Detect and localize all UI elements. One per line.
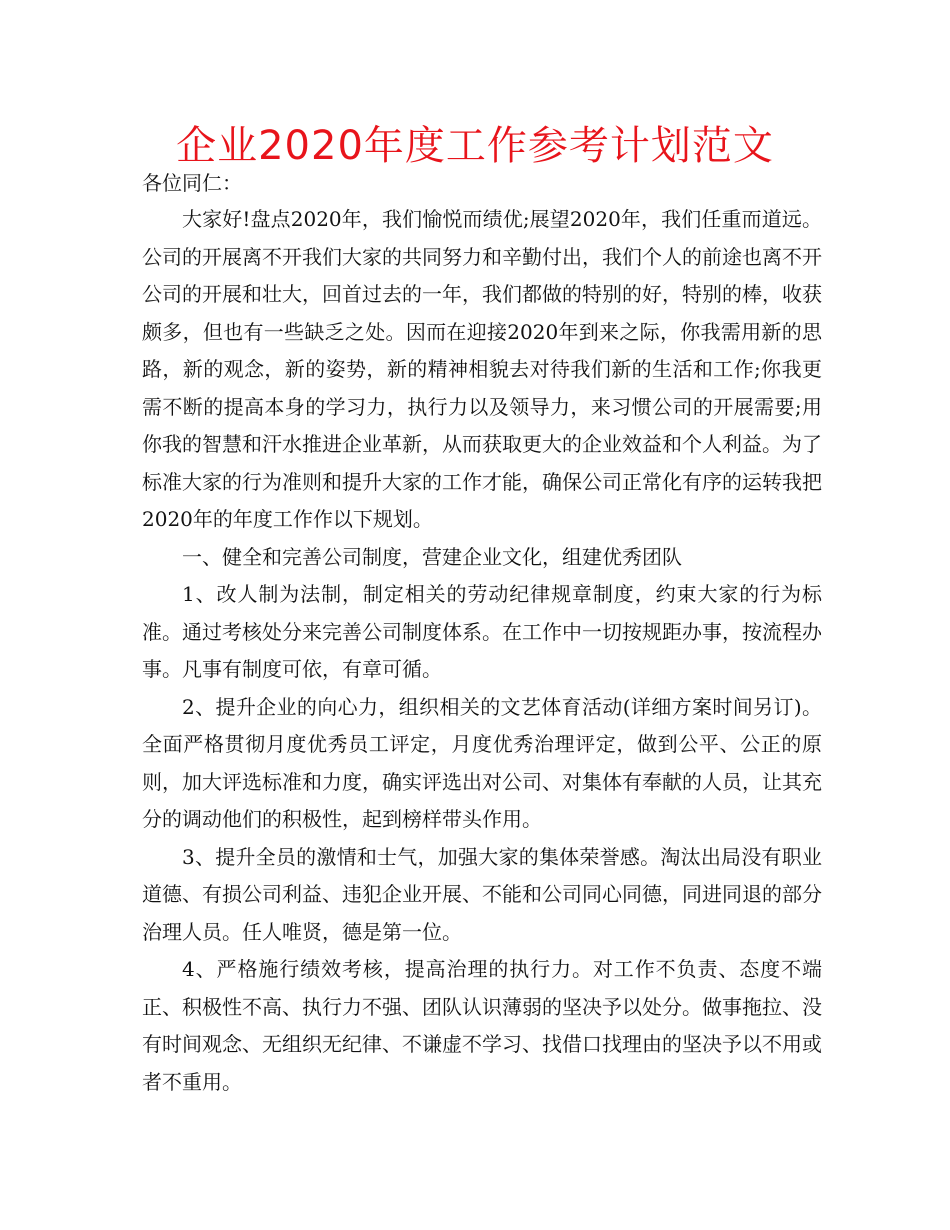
section-heading-1: 一、健全和完善公司制度，营建企业文化，组建优秀团队 xyxy=(182,544,682,569)
paragraph-item-4: 4、严格施行绩效考核，提高治理的执行力。对工作不负责、态度不端正、积极性不高、执行力不强、团队认识薄弱的坚决予以处分。做事拖拉、没有时间观念、无组织无纪律、不谦虚不学习、找借口找理由的坚决予以不用或者不重用。 xyxy=(142,957,822,1094)
paragraph-item-1: 1、改人制为法制，制定相关的劳动纪律规章制度，约束大家的行为标准。通过考核处分来完善公司制度体系。在工作中一切按规距办事，按流程办事。凡事有制度可依，有章可循。 xyxy=(142,582,822,681)
document-body xyxy=(142,167,822,1101)
document-title: 企业2020年度工作参考计划范文 xyxy=(176,123,774,169)
salutation: 各位同仁： xyxy=(142,171,242,195)
paragraph-item-3: 3、提升全员的激情和士气，加强大家的集体荣誉感。淘汰出局没有职业道德、有损公司利益、违犯企业开展、不能和公司同心同德，同进同退的部分治理人员。任人唯贤，德是第一位。 xyxy=(142,844,822,944)
paragraph-intro: 大家好!盘点2020年，我们愉悦而绩优;展望2020年，我们任重而道远。公司的开展离不开我们大家的共同努力和辛勤付出，我们个人的前途也离不开公司的开展和壮大，回首过去的一年，我们都做的特别的好，特别的棒，收获颇多，但也有一些缺乏之处。因而在迎接2020年到来之际，你我需用新的思路，新的观念，新的姿势，新的精神相貌去对待我们新的生活和工作;你我更需不断的提高本身的学习力，执行力以及领导力，来习惯公司的开展需要;用你我的智慧和汗水推进企业革新，从而获取更大的企业效益和个人利益。为了标准大家的行为准则和提升大家的工作才能，确保公司正常化有序的运转我把2020年的年度工作作以下规划。 xyxy=(142,207,822,531)
paragraph-item-2: 2、提升企业的向心力，组织相关的文艺体育活动(详细方案时间另订)。全面严格贯彻月度优秀员工评定，月度优秀治理评定，做到公平、公正的原则，加大评选标准和力度，确实评选出对公司、对集体有奉献的人员，让其充分的调动他们的积极性，起到榜样带头作用。 xyxy=(142,694,822,831)
